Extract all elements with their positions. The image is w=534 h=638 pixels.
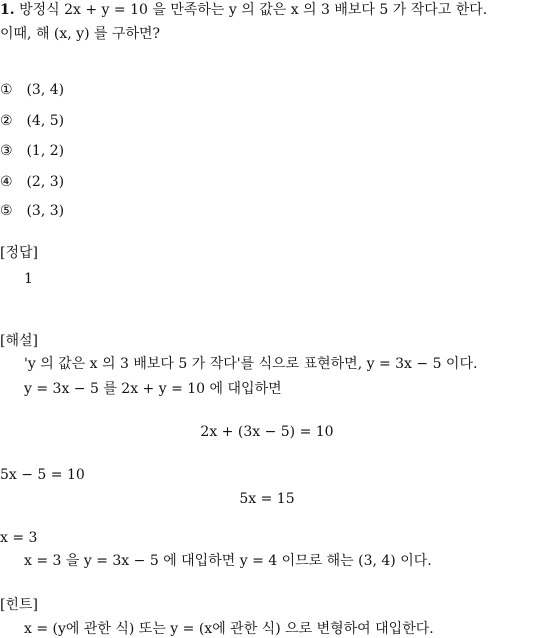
- choice-2[interactable]: [0, 113, 64, 130]
- choice-3[interactable]: [0, 143, 64, 160]
- explanation-line-2: y = 3x − 5 를 2x + y = 10 에 대입하면: [24, 381, 282, 397]
- answer-value: 1: [24, 271, 33, 287]
- equation-1: 2x + (3x − 5) = 10: [200, 424, 334, 440]
- answer-label: [정답]: [0, 245, 38, 261]
- choice-1[interactable]: [0, 82, 64, 99]
- choice-marker: ⑤: [0, 203, 13, 219]
- choice-text: (1, 2): [26, 143, 65, 159]
- equation-2: 5x − 5 = 10: [0, 467, 85, 483]
- choice-text: (3, 3): [26, 203, 65, 219]
- equation-4: x = 3: [0, 530, 38, 546]
- choice-marker: ①: [0, 82, 13, 98]
- hint-text: x = (y에 관한 식) 또는 y = (x에 관한 식) 으로 변형하여 대입한다.: [24, 621, 434, 637]
- problem-line-1: [0, 2, 487, 19]
- choice-5[interactable]: [0, 203, 64, 220]
- problem-text-1: 방정식 2x + y = 10 을 만족하는 y 의 값은 x 의 3 배보다 5 가 작다고 한다.: [19, 2, 488, 18]
- hint-label: [힌트]: [0, 597, 38, 613]
- choice-marker: ②: [0, 113, 13, 129]
- choice-marker: ④: [0, 174, 13, 190]
- choice-marker: ③: [0, 143, 13, 159]
- explanation-line-1: 'y 의 값은 x 의 3 배보다 5 가 작다'를 식으로 표현하면, y = 3x − 5 이다.: [24, 356, 478, 372]
- explanation-line-3: x = 3 을 y = 3x − 5 에 대입하면 y = 4 이므로 해는 (3, 4) 이다.: [24, 553, 432, 569]
- choice-4[interactable]: [0, 174, 64, 191]
- problem-line-2: 이때, 해 (x, y) 를 구하면?: [0, 26, 161, 42]
- explanation-label: [해설]: [0, 333, 38, 349]
- choice-text: (2, 3): [26, 174, 65, 190]
- choice-text: (4, 5): [26, 113, 65, 129]
- problem-number: 1.: [0, 2, 15, 18]
- equation-3: 5x = 15: [239, 491, 295, 507]
- choice-text: (3, 4): [26, 82, 65, 98]
